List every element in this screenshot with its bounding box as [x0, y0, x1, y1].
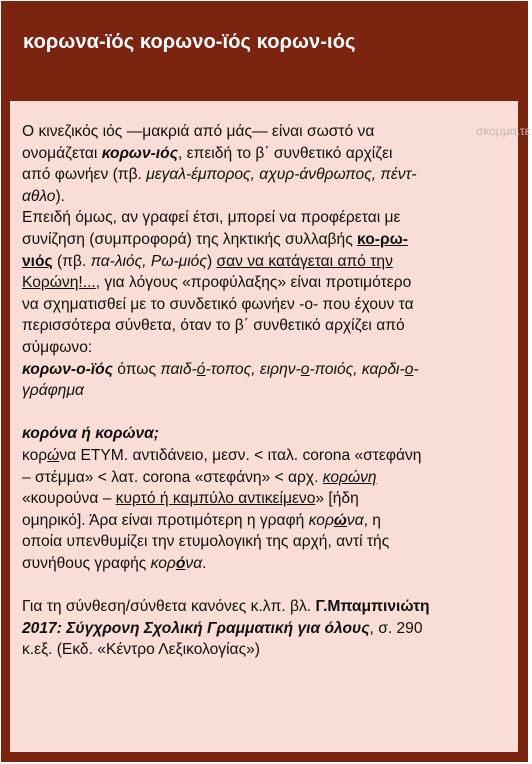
text-line: Για τη σύνθεση/σύνθετα κανόνες κ.λπ. βλ. Γ.Μπαμπινιώτη: [22, 598, 430, 616]
text-line: νιός (πβ. πα-λιός, Ρω-μιός) σαν να κατάγεται από την: [22, 252, 393, 270]
text-line: περισσότερα σύνθετα, όταν το β΄ συνθετικό αρχίζει από: [22, 317, 405, 335]
text-line: Κορώνη!..., για λόγους «προφύλαξης» είναι προτιμότερο: [22, 274, 412, 292]
text-line: κ.εξ. (Εκδ. «Κέντρο Λεξικολογίας»): [22, 641, 260, 659]
text-line: σύμφωνο:: [22, 338, 93, 356]
text-line: Ο κινεζικός ιός —μακριά από μάς— είναι σωστό να: [22, 123, 375, 140]
text-line: 2017: Σύγχρονη Σχολική Γραμματική για όλους, σ. 290: [22, 619, 423, 637]
text-line: οποία υπενθυμίζει την ετυμολογική της αρχή, αντί τής: [22, 533, 390, 551]
text-line: ομηρικό]. Άρα είναι προτιμότερη η γραφή κορώνα, η: [22, 511, 381, 529]
card-title: κορωνα-ϊός κορωνο-ϊός κορων-ιός: [23, 31, 356, 53]
text-line: κορων-ο-ϊός όπως παιδ-ό-τοπος, ειρην-ο-ποιός, καρδι-ο-: [22, 360, 419, 378]
watermark: σκομμα.τε: [475, 124, 530, 138]
text-line: «κουρούνα – κυρτό ή καμπύλο αντικείμενο» [ήδη: [22, 490, 359, 508]
text-line: Επειδή όμως, αν γραφεί έτσι, μπορεί να προφέρεται με: [22, 209, 401, 227]
text-line: αθλο).: [22, 187, 66, 205]
text-line: γράφημα: [22, 382, 84, 400]
text-line: να σχηματισθεί με το συνδετικό φωνήεν -ο- που έχουν τα: [22, 295, 414, 313]
section-heading: κορόνα ή κορώνα;: [22, 425, 160, 443]
text-line: κορώνα ΕΤΥΜ. αντιδάνειο, μεσν. < ιταλ. corona «στεφάνη: [22, 446, 422, 464]
text-line: συνίζηση (συμπροφορά) της ληκτικής συλλαβής κο-ρω-: [22, 230, 408, 248]
article-body: [22, 121, 530, 661]
text-line: ονομάζεται κορων-ιός, επειδή το β΄ συνθετικό αρχίζει: [22, 144, 393, 162]
text-line: – στέμμα» < λατ. corona «στεφάνη» < αρχ. κορώνη: [22, 468, 377, 486]
text-line: συνήθους γραφής κορόνα.: [22, 554, 207, 572]
text-line: από φωνήεν (πβ. μεγαλ-έμπορος, αχυρ-άνθρωπος, πέντ-: [22, 166, 417, 184]
